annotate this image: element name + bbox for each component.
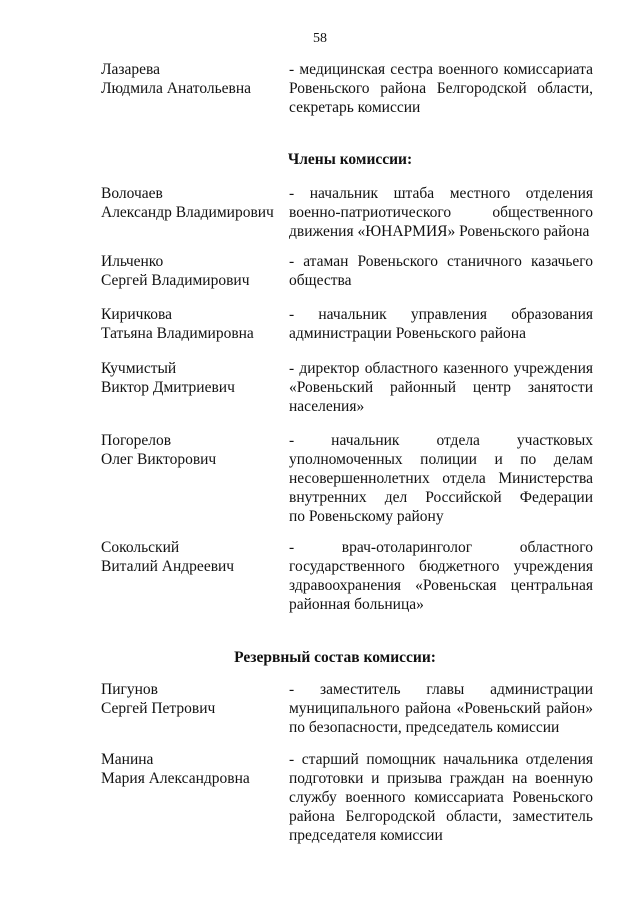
members-heading: Члены комиссии: <box>287 151 413 168</box>
person-name: Манина Мария Александровна <box>101 751 250 787</box>
person-role: - директор областного казенного учреждения «Ровеньский районный центр занятости населения» <box>289 360 593 415</box>
person-name: Ильченко Сергей Владимирович <box>101 253 250 289</box>
person-role: - врач-отоларинголог областного государственного бюджетного учреждения здравоохранения «Ровеньская центральная районная больница» <box>289 539 593 613</box>
person-role: - атаман Ровеньского станичного казачьего общества <box>289 253 593 289</box>
page-number: 58 <box>313 31 327 46</box>
person-role: - старший помощник начальника отделения подготовки и призыва граждан на военную службу военного комиссариата Ровеньского района Белгородской области, заместитель председателя комиссии <box>289 751 593 844</box>
person-name: Лазарева Людмила Анатольевна <box>101 61 252 97</box>
reserve-heading: Резервный состав комиссии: <box>234 649 436 666</box>
person-role: - начальник штаба местного отделения военно-патриотического общественного движения «ЮНАРМИЯ» Ровеньского района <box>289 185 593 240</box>
person-name: Волочаев Александр Владимирович <box>101 185 274 221</box>
person-name: Киричкова Татьяна Владимировна <box>101 306 254 342</box>
person-name: Погорелов Олег Викторович <box>101 432 217 468</box>
person-name: Сокольский Виталий Андреевич <box>101 539 235 575</box>
person-role: - начальник управления образования администрации Ровеньского района <box>289 306 593 342</box>
person-role: - начальник отдела участковых уполномоченных полиции и по делам несовершеннолетних отдела Министерства внутренних дел Российской Федерации по Ровеньскому району <box>289 432 593 525</box>
person-name: Кучмистый Виктор Дмитриевич <box>101 360 235 396</box>
person-role: - заместитель главы администрации муниципального района «Ровеньский район» по безопасности, председатель комиссии <box>289 681 593 736</box>
person-name: Пигунов Сергей Петрович <box>101 681 216 717</box>
person-role: - медицинская сестра военного комиссариата Ровеньского района Белгородской области, секретарь комиссии <box>289 61 593 116</box>
